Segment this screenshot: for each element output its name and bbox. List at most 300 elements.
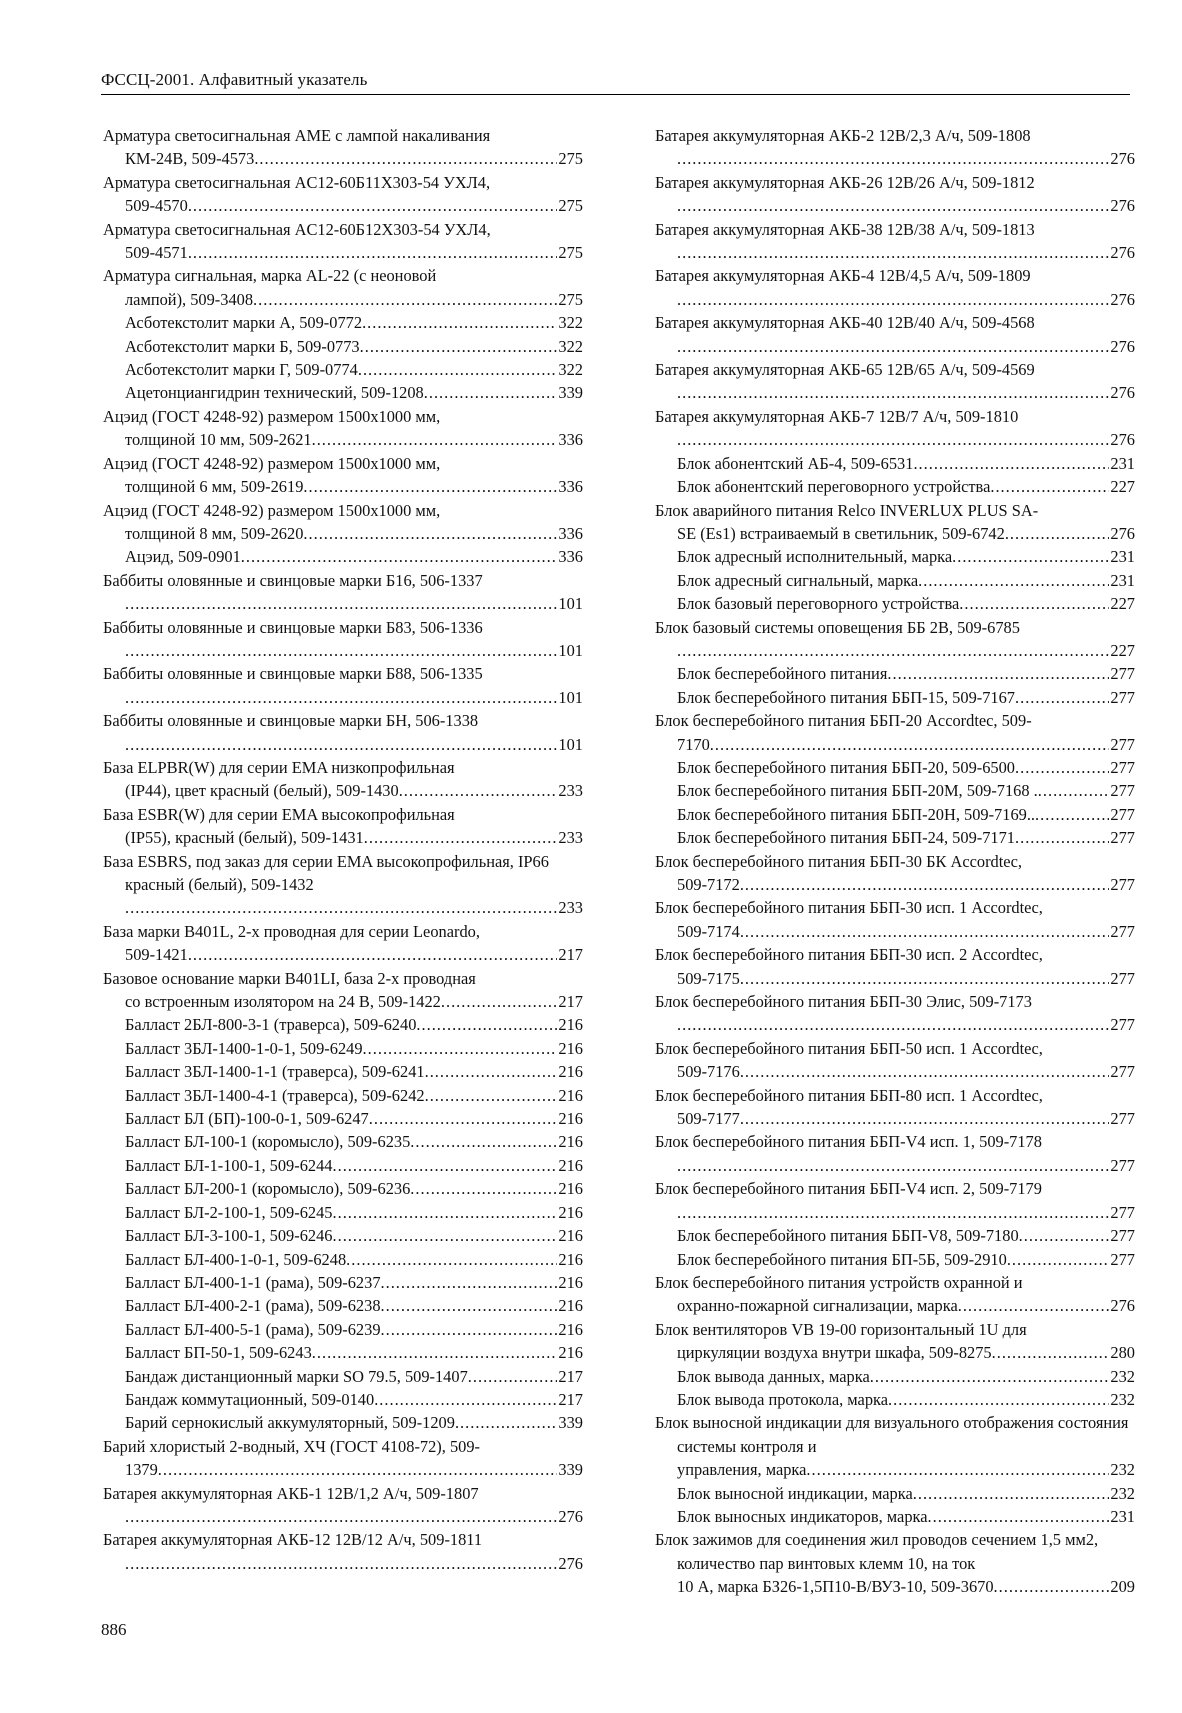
entry-page-ref: 277 xyxy=(1110,1015,1135,1035)
entry-page-ref: 336 xyxy=(558,430,583,450)
entry-text-tail: Блок адресный исполнительный, марка xyxy=(677,547,953,567)
entry-text: Блок бесперебойного питания ББП-30 БК Accordtec, xyxy=(655,851,1022,871)
index-entry xyxy=(655,709,1135,756)
dot-leader xyxy=(346,1248,557,1271)
dot-leader xyxy=(158,1458,558,1481)
entry-text: Блок бесперебойного питания ББП-80 исп. 1 Accordtec, xyxy=(655,1085,1043,1105)
index-entry xyxy=(103,1365,583,1388)
entry-leader-line xyxy=(125,1107,583,1130)
entry-page-ref: 277 xyxy=(1110,687,1135,707)
entry-leader-line xyxy=(125,1201,583,1224)
entry-page-ref: 231 xyxy=(1110,1506,1135,1526)
entry-leader-line xyxy=(677,1365,1135,1388)
entry-leader-line xyxy=(677,873,1135,896)
entry-text-tail: Барий сернокислый аккумуляторный, 509-1209 xyxy=(125,1413,455,1433)
entry-leader-line xyxy=(677,826,1135,849)
index-entry xyxy=(103,1388,583,1411)
index-entry xyxy=(655,1388,1135,1411)
index-entry xyxy=(103,1013,583,1036)
dot-leader xyxy=(125,592,557,615)
dot-leader xyxy=(677,194,1109,217)
index-entry xyxy=(655,1482,1135,1505)
dot-leader xyxy=(303,475,557,498)
index-entry xyxy=(655,896,1135,943)
dot-leader xyxy=(374,1388,557,1411)
dot-leader xyxy=(806,1458,1109,1481)
entry-text-tail: лампой), 509-3408 xyxy=(125,289,254,309)
entry-text: Баббиты оловянные и свинцовые марки Б16, 506-1337 xyxy=(103,570,483,590)
entry-leader-line xyxy=(125,241,583,264)
dot-leader xyxy=(887,662,1109,685)
entry-page-ref: 217 xyxy=(558,1389,583,1409)
entry-page-ref: 227 xyxy=(1110,594,1135,614)
entry-text-tail: Асботекстолит марки Б, 509-0773 xyxy=(125,336,360,356)
entry-leader-line xyxy=(125,826,583,849)
entry-text-tail: КМ-24В, 509-4573 xyxy=(125,149,255,169)
entry-text: Ацэид (ГОСТ 4248-92) размером 1500x1000 мм, xyxy=(103,406,441,426)
entry-text-tail: Ацетонциангидрин технический, 509-1208 xyxy=(125,383,424,403)
entry-page-ref: 275 xyxy=(558,196,583,216)
index-entry xyxy=(103,1107,583,1130)
dot-leader xyxy=(358,358,558,381)
entry-page-ref: 276 xyxy=(1110,430,1135,450)
entry-leader-line xyxy=(125,1130,583,1153)
entry-page-ref: 277 xyxy=(1110,664,1135,684)
dot-leader xyxy=(918,569,1109,592)
index-column-left xyxy=(103,124,583,1575)
dot-leader xyxy=(360,335,558,358)
entry-text: Блок бесперебойного питания ББП-30 исп. 1 Accordtec, xyxy=(655,898,1043,918)
entry-text-tail: Балласт БЛ-400-1-1 (рама), 509-6237 xyxy=(125,1272,381,1292)
entry-page-ref: 231 xyxy=(1110,547,1135,567)
entry-text-tail: Блок бесперебойного питания БП-5Б, 509-2910 xyxy=(677,1249,1007,1269)
dot-leader xyxy=(1038,779,1110,802)
entry-leader-line xyxy=(677,733,1135,756)
entry-leader-line xyxy=(125,1013,583,1036)
index-entry xyxy=(655,662,1135,685)
index-entry xyxy=(655,990,1135,1037)
entry-text-tail: Балласт 3БЛ-1400-4-1 (траверса), 509-6242 xyxy=(125,1085,425,1105)
entry-page-ref: 217 xyxy=(558,992,583,1012)
dot-leader xyxy=(740,1107,1110,1130)
entry-text-tail: Блок абонентский переговорного устройства xyxy=(677,477,991,497)
entry-leader-line xyxy=(125,1177,583,1200)
entry-text: Блок вентиляторов VB 19-00 горизонтальный 1U для xyxy=(655,1319,1027,1339)
entry-leader-line xyxy=(677,1388,1135,1411)
dot-leader xyxy=(410,1130,557,1153)
index-entry xyxy=(103,499,583,546)
entry-page-ref: 216 xyxy=(558,1015,583,1035)
entry-leader-line xyxy=(677,686,1135,709)
entry-text-tail: Блок вывода протокола, марка xyxy=(677,1389,889,1409)
index-entry xyxy=(103,1248,583,1271)
entry-text-tail: 509-4571 xyxy=(125,243,188,263)
entry-page-ref: 216 xyxy=(558,1202,583,1222)
entry-text: Блок бесперебойного питания устройств охранной и xyxy=(655,1272,1023,1292)
entry-page-ref: 275 xyxy=(558,289,583,309)
entry-text-tail: Балласт 3БЛ-1400-1-0-1, 509-6249 xyxy=(125,1038,363,1058)
entry-leader-line xyxy=(677,194,1135,217)
dot-leader xyxy=(188,943,558,966)
entry-leader-line xyxy=(677,1107,1135,1130)
entry-leader-line xyxy=(125,335,583,358)
dot-leader xyxy=(333,1201,558,1224)
entry-text: База марки B401L, 2-х проводная для серии Leonardo, xyxy=(103,921,480,941)
entry-text-tail: Блок бесперебойного питания xyxy=(677,664,888,684)
entry-text-tail: толщиной 10 мм, 509-2621 xyxy=(125,430,312,450)
dot-leader xyxy=(1015,756,1109,779)
entry-leader-line xyxy=(125,358,583,381)
entry-page-ref: 101 xyxy=(558,640,583,660)
entry-page-ref: 275 xyxy=(558,243,583,263)
index-entry xyxy=(655,826,1135,849)
entry-text-tail: Блок бесперебойного питания ББП-20М, 509-7168 . xyxy=(677,781,1038,801)
entry-text-tail: 509-7176 xyxy=(677,1062,740,1082)
entry-text: Блок базовый системы оповещения ББ 2В, 509-6785 xyxy=(655,617,1020,637)
entry-page-ref: 276 xyxy=(1110,1296,1135,1316)
index-entry xyxy=(655,943,1135,990)
entry-page-ref: 277 xyxy=(1110,875,1135,894)
index-entry xyxy=(655,1505,1135,1528)
index-entry xyxy=(655,405,1135,452)
entry-leader-line xyxy=(677,756,1135,779)
entry-text-tail: Балласт БЛ-400-5-1 (рама), 509-6239 xyxy=(125,1319,381,1339)
entry-page-ref: 277 xyxy=(1110,1155,1135,1175)
entry-leader-line xyxy=(677,1224,1135,1247)
entry-text-tail: управления, марка xyxy=(677,1460,807,1480)
dot-leader xyxy=(1007,1248,1110,1271)
entry-text: Баббиты оловянные и свинцовые марки Б88, 506-1335 xyxy=(103,664,483,684)
entry-leader-line xyxy=(125,1154,583,1177)
index-entry xyxy=(103,1130,583,1153)
index-entry xyxy=(103,1411,583,1434)
entry-text-tail: 10 А, марка БЗ26-1,5П10-В/ВУЗ-10, 509-3670 xyxy=(677,1577,994,1597)
entry-text: Батарея аккумуляторная АКБ-4 12В/4,5 А/ч, 509-1809 xyxy=(655,266,1031,286)
index-entry xyxy=(103,569,583,616)
entry-leader-line xyxy=(125,311,583,334)
dot-leader xyxy=(1015,826,1109,849)
entry-leader-line xyxy=(677,592,1135,615)
entry-page-ref: 276 xyxy=(1110,523,1135,543)
dot-leader xyxy=(312,428,558,451)
index-entry xyxy=(103,218,583,265)
entry-page-ref: 216 xyxy=(558,1319,583,1339)
entry-text-tail: охранно-пожарной сигнализации, марка xyxy=(677,1296,958,1316)
dot-leader xyxy=(441,990,558,1013)
entry-page-ref: 276 xyxy=(558,1553,583,1573)
entry-text-tail: 7170 xyxy=(677,734,710,754)
dot-leader xyxy=(870,1365,1110,1388)
entry-leader-line xyxy=(677,288,1135,311)
entry-page-ref: 276 xyxy=(1110,336,1135,356)
dot-leader xyxy=(410,1177,557,1200)
dot-leader xyxy=(369,1107,558,1130)
index-entry xyxy=(655,452,1135,475)
dot-leader xyxy=(888,1388,1109,1411)
entry-leader-line xyxy=(125,381,583,404)
entry-text: Батарея аккумуляторная АКБ-1 12В/1,2 А/ч, 509-1807 xyxy=(103,1483,479,1503)
entry-leader-line xyxy=(677,1060,1135,1083)
entry-page-ref: 216 xyxy=(558,1038,583,1058)
index-entry xyxy=(655,1177,1135,1224)
entry-text-tail: Блок бесперебойного питания ББП-24, 509-7171 xyxy=(677,828,1016,848)
dot-leader xyxy=(254,147,557,170)
entry-leader-line xyxy=(125,1365,583,1388)
entry-page-ref: 277 xyxy=(1110,1109,1135,1129)
index-entry xyxy=(103,850,583,920)
entry-text-tail: Блок бесперебойного питания ББП-V8, 509-7180 xyxy=(677,1226,1019,1246)
index-entry xyxy=(103,358,583,381)
index-entry xyxy=(103,381,583,404)
entry-text-tail: Блок выносных индикаторов, марка xyxy=(677,1506,928,1526)
entry-page-ref: 233 xyxy=(558,828,583,848)
index-entry xyxy=(103,1154,583,1177)
entry-page-ref: 277 xyxy=(1110,828,1135,848)
dot-leader xyxy=(125,733,557,756)
index-entry xyxy=(655,1224,1135,1247)
index-entry xyxy=(655,1084,1135,1131)
entry-leader-line xyxy=(125,522,583,545)
entry-page-ref: 216 xyxy=(558,1249,583,1269)
entry-text: Арматура светосигнальная AME с лампой накаливания xyxy=(103,126,491,145)
entry-leader-line xyxy=(677,779,1135,802)
entry-text-tail: Бандаж коммутационный, 509-0140 xyxy=(125,1389,375,1409)
entry-page-ref: 339 xyxy=(558,383,583,403)
entry-text-tail: Балласт БЛ-1-100-1, 509-6244 xyxy=(125,1155,333,1175)
entry-leader-line xyxy=(125,475,583,498)
dot-leader xyxy=(677,639,1109,662)
dot-leader xyxy=(253,288,557,311)
entry-page-ref: 232 xyxy=(1110,1483,1135,1503)
entry-page-ref: 216 xyxy=(558,1179,583,1199)
entry-page-ref: 227 xyxy=(1110,477,1135,497)
page-header xyxy=(101,70,1130,96)
dot-leader xyxy=(125,639,557,662)
entry-leader-line xyxy=(677,662,1135,685)
index-entry xyxy=(655,803,1135,826)
index-entry xyxy=(103,1341,583,1364)
dot-leader xyxy=(710,733,1110,756)
entry-leader-line xyxy=(677,1458,1135,1481)
index-entry xyxy=(103,171,583,218)
dot-leader xyxy=(1035,803,1109,826)
entry-text: Батарея аккумуляторная АКБ-38 12В/38 А/ч, 509-1813 xyxy=(655,219,1035,239)
entry-text-tail: Балласт БЛ-200-1 (коромысло), 509-6236 xyxy=(125,1179,411,1199)
index-entry xyxy=(655,569,1135,592)
entry-leader-line xyxy=(677,1294,1135,1317)
dot-leader xyxy=(959,592,1109,615)
dot-leader xyxy=(381,1318,558,1341)
entry-text-tail: Балласт БЛ-2-100-1, 509-6245 xyxy=(125,1202,333,1222)
entry-text-tail: 509-7175 xyxy=(677,968,740,988)
entry-text-tail: (IP44), цвет красный (белый), 509-1430 xyxy=(125,781,399,801)
entry-text: Батарея аккумуляторная АКБ-40 12В/40 А/ч, 509-4568 xyxy=(655,313,1035,333)
entry-text-tail: со встроенным изолятором на 24 В, 509-1422 xyxy=(125,992,441,1012)
entry-leader-line xyxy=(677,639,1135,662)
entry-leader-line xyxy=(677,381,1135,404)
entry-leader-line xyxy=(125,1271,583,1294)
dot-leader xyxy=(363,1037,558,1060)
dot-leader xyxy=(125,1505,557,1528)
dot-leader xyxy=(1015,686,1109,709)
entry-leader-line xyxy=(125,1552,583,1575)
index-entry xyxy=(103,920,583,967)
entry-page-ref: 216 xyxy=(558,1109,583,1129)
index-entry xyxy=(103,662,583,709)
entry-page-ref: 233 xyxy=(558,781,583,801)
dot-leader xyxy=(740,1060,1110,1083)
entry-text-tail: 1379 xyxy=(125,1460,158,1480)
entry-page-ref: 232 xyxy=(1110,1366,1135,1386)
entry-page-ref: 276 xyxy=(1110,289,1135,309)
index-entry xyxy=(103,1318,583,1341)
dot-leader xyxy=(677,241,1109,264)
index-entry xyxy=(655,1130,1135,1177)
entry-text-tail: (IP55), красный (белый), 509-1431 xyxy=(125,828,364,848)
index-entry xyxy=(103,264,583,311)
entry-leader-line xyxy=(125,428,583,451)
dot-leader xyxy=(333,1224,558,1247)
entry-page-ref: 336 xyxy=(558,477,583,497)
index-entry xyxy=(103,1060,583,1083)
entry-text: Блок зажимов для соединения жил проводов сечением 1,5 мм2, количество пар винтовых клемм 10, на ток xyxy=(655,1530,1099,1573)
index-entry xyxy=(103,1201,583,1224)
entry-text-tail: 509-1421 xyxy=(125,945,188,965)
index-entry xyxy=(655,1365,1135,1388)
entry-text-tail: Блок вывода данных, марка xyxy=(677,1366,870,1386)
dot-leader xyxy=(188,194,558,217)
entry-leader-line xyxy=(677,1341,1135,1364)
entry-leader-line xyxy=(125,639,583,662)
index-entry xyxy=(655,545,1135,568)
entry-page-ref: 336 xyxy=(558,547,583,567)
entry-page-ref: 217 xyxy=(558,945,583,965)
entry-text-tail: Ацэид, 509-0901 xyxy=(125,547,241,567)
entry-leader-line xyxy=(125,733,583,756)
entry-leader-line xyxy=(677,522,1135,545)
index-entry xyxy=(655,475,1135,498)
entry-page-ref: 322 xyxy=(558,360,583,380)
index-entry xyxy=(655,1248,1135,1271)
entry-text: Батарея аккумуляторная АКБ-12 12В/12 А/ч, 509-1811 xyxy=(103,1530,483,1550)
index-entry xyxy=(655,850,1135,897)
entry-leader-line xyxy=(125,545,583,568)
entry-page-ref: 209 xyxy=(1110,1577,1135,1597)
entry-text-tail: Блок базовый переговорного устройства xyxy=(677,594,960,614)
entry-page-ref: 277 xyxy=(1110,734,1135,754)
dot-leader xyxy=(364,826,558,849)
index-entry xyxy=(655,779,1135,802)
entry-page-ref: 277 xyxy=(1110,1249,1135,1269)
dot-leader xyxy=(677,1201,1109,1224)
entry-leader-line xyxy=(125,943,583,966)
dot-leader xyxy=(312,1341,558,1364)
dot-leader xyxy=(416,1013,557,1036)
dot-leader xyxy=(425,1060,558,1083)
entry-leader-line xyxy=(125,990,583,1013)
entry-text-tail: Балласт БЛ-400-1-0-1, 509-6248 xyxy=(125,1249,347,1269)
entry-page-ref: 216 xyxy=(558,1226,583,1246)
dot-leader xyxy=(468,1365,558,1388)
index-entry xyxy=(103,1482,583,1529)
entry-text-tail: SE (Es1) встраиваемый в светильник, 509-6742 xyxy=(677,523,1005,543)
entry-page-ref: 276 xyxy=(1110,383,1135,403)
entry-leader-line xyxy=(677,967,1135,990)
entry-leader-line xyxy=(677,1575,1135,1598)
entry-leader-line xyxy=(125,1037,583,1060)
entry-leader-line xyxy=(125,194,583,217)
dot-leader xyxy=(241,545,558,568)
entry-text: Арматура светосигнальная AC12-60Б11Х303-54 УХЛ4, xyxy=(103,172,491,192)
dot-leader xyxy=(1005,522,1110,545)
dot-leader xyxy=(381,1271,558,1294)
entry-text: Батарея аккумуляторная АКБ-26 12В/26 А/ч, 509-1812 xyxy=(655,172,1035,192)
index-entry xyxy=(655,124,1135,171)
entry-page-ref: 322 xyxy=(558,336,583,356)
entry-leader-line xyxy=(125,779,583,802)
index-entry xyxy=(655,686,1135,709)
entry-text: Арматура сигнальная, марка AL-22 (с неоновой xyxy=(103,266,437,286)
entry-text-tail: Балласт 3БЛ-1400-1-1 (траверса), 509-6241 xyxy=(125,1062,425,1082)
index-entry xyxy=(103,452,583,499)
entry-page-ref: 280 xyxy=(1110,1343,1135,1363)
entry-leader-line xyxy=(677,147,1135,170)
entry-page-ref: 276 xyxy=(1110,149,1135,169)
entry-page-ref: 277 xyxy=(1110,757,1135,777)
dot-leader xyxy=(424,381,558,404)
page-number: 886 xyxy=(101,1620,127,1639)
entry-text-tail: Балласт БЛ (БП)-100-0-1, 509-6247 xyxy=(125,1109,369,1129)
entry-text-tail: Балласт БЛ-100-1 (коромысло), 509-6235 xyxy=(125,1132,411,1152)
index-entry xyxy=(655,358,1135,405)
entry-page-ref: 233 xyxy=(558,898,583,918)
entry-text: База ESBR(W) для серии EMA высокопрофильная xyxy=(103,804,455,824)
entry-page-ref: 276 xyxy=(558,1506,583,1526)
entry-page-ref: 231 xyxy=(1110,453,1135,473)
entry-text-tail: Блок бесперебойного питания ББП-15, 509-7167 xyxy=(677,687,1016,707)
entry-page-ref: 322 xyxy=(558,313,583,333)
index-entry xyxy=(103,335,583,358)
dot-leader xyxy=(677,428,1109,451)
entry-leader-line xyxy=(677,335,1135,358)
entry-page-ref: 101 xyxy=(558,734,583,754)
entry-text-tail: толщиной 6 мм, 509-2619 xyxy=(125,477,304,497)
index-entry xyxy=(103,756,583,803)
entry-text: Барий хлористый 2-водный, ХЧ (ГОСТ 4108-72), 509- xyxy=(103,1436,480,1456)
dot-leader xyxy=(125,686,557,709)
index-entry xyxy=(103,1177,583,1200)
entry-leader-line xyxy=(125,686,583,709)
index-entry xyxy=(103,803,583,850)
entry-page-ref: 232 xyxy=(1110,1389,1135,1409)
entry-leader-line xyxy=(125,1341,583,1364)
entry-text: Арматура светосигнальная AC12-60Б12Х303-54 УХЛ4, xyxy=(103,219,491,239)
entry-leader-line xyxy=(677,1248,1135,1271)
index-entry xyxy=(655,171,1135,218)
index-column-right xyxy=(655,124,1135,1599)
dot-leader xyxy=(992,1341,1110,1364)
entry-leader-line xyxy=(125,288,583,311)
index-entry xyxy=(103,967,583,1014)
dot-leader xyxy=(125,1552,557,1575)
dot-leader xyxy=(425,1084,558,1107)
dot-leader xyxy=(677,381,1109,404)
index-entry xyxy=(103,1037,583,1060)
entry-page-ref: 216 xyxy=(558,1132,583,1152)
entry-leader-line xyxy=(677,569,1135,592)
dot-leader xyxy=(399,779,558,802)
entry-leader-line xyxy=(125,1505,583,1528)
